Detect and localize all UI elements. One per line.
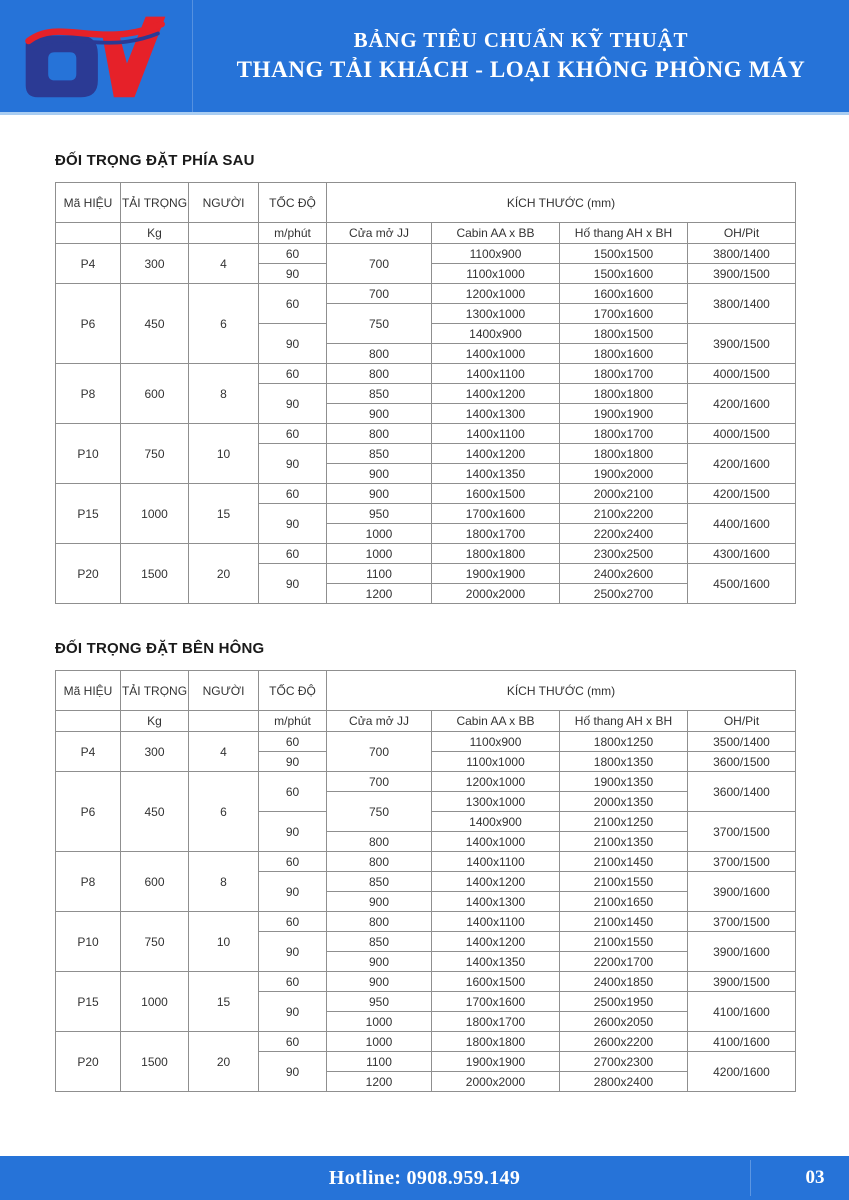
table-cell: 1300x1000 xyxy=(432,304,560,324)
logo-area xyxy=(0,0,192,112)
table-cell: 1300x1000 xyxy=(432,792,560,812)
table-cell: 1900x2000 xyxy=(560,464,688,484)
column-header-cell xyxy=(56,223,121,244)
table-cell: 2100x1450 xyxy=(560,912,688,932)
table-cell: 15 xyxy=(189,484,259,544)
table-cell: 1200x1000 xyxy=(432,284,560,304)
table-cell: 3900/1500 xyxy=(688,972,796,992)
table-cell: 3900/1500 xyxy=(688,324,796,364)
table-cell: 900 xyxy=(327,484,432,504)
table-cell: 1100 xyxy=(327,1052,432,1072)
table-cell: 60 xyxy=(259,972,327,992)
table-cell: 90 xyxy=(259,872,327,912)
table-cell: 4 xyxy=(189,732,259,772)
table-cell: 4000/1500 xyxy=(688,424,796,444)
table-cell: 90 xyxy=(259,324,327,364)
table-cell: 1900x1350 xyxy=(560,772,688,792)
table-cell: 1000 xyxy=(327,1032,432,1052)
table-cell: 90 xyxy=(259,504,327,544)
table-cell: 1000 xyxy=(327,524,432,544)
table-cell: 800 xyxy=(327,852,432,872)
table-cell: 1400x1100 xyxy=(432,364,560,384)
column-header-cell: KÍCH THƯỚC (mm) xyxy=(327,671,796,711)
table-cell: 750 xyxy=(121,912,189,972)
table-cell: 950 xyxy=(327,504,432,524)
table-cell: 6 xyxy=(189,284,259,364)
table-cell: 3900/1500 xyxy=(688,264,796,284)
column-header-cell: Cabin AA x BB xyxy=(432,711,560,732)
table-cell: 750 xyxy=(121,424,189,484)
table-cell: 2100x1350 xyxy=(560,832,688,852)
table-cell: 60 xyxy=(259,484,327,504)
table-cell: 1000 xyxy=(121,972,189,1032)
table-cell: 1500x1600 xyxy=(560,264,688,284)
column-header-cell: Kg xyxy=(121,711,189,732)
table-cell: P6 xyxy=(56,284,121,364)
table-cell: 2100x1450 xyxy=(560,852,688,872)
table-row xyxy=(56,972,796,992)
table-cell: 2100x1650 xyxy=(560,892,688,912)
table-cell: 4200/1500 xyxy=(688,484,796,504)
table-cell: 1000 xyxy=(121,484,189,544)
table-cell: 1400x1100 xyxy=(432,912,560,932)
table-cell: 1800x1800 xyxy=(432,1032,560,1052)
table-cell: 2500x1950 xyxy=(560,992,688,1012)
column-header-cell: OH/Pit xyxy=(688,711,796,732)
table-cell: P20 xyxy=(56,544,121,604)
page-content xyxy=(0,115,849,1092)
table-cell: 800 xyxy=(327,832,432,852)
table-cell: 850 xyxy=(327,872,432,892)
table-cell: P15 xyxy=(56,484,121,544)
table-cell: 750 xyxy=(327,792,432,832)
table-cell: 1400x1000 xyxy=(432,344,560,364)
table-cell: 4200/1600 xyxy=(688,444,796,484)
table-cell: 90 xyxy=(259,564,327,604)
table-cell: 600 xyxy=(121,364,189,424)
table-cell: 2100x1250 xyxy=(560,812,688,832)
table-cell: 1400x1350 xyxy=(432,952,560,972)
table-cell: 1500 xyxy=(121,1032,189,1092)
table-cell: 3700/1500 xyxy=(688,912,796,932)
table-row xyxy=(56,852,796,872)
table-cell: 1200 xyxy=(327,584,432,604)
table-cell: P10 xyxy=(56,912,121,972)
document-title xyxy=(193,27,849,85)
table-cell: 800 xyxy=(327,344,432,364)
table-cell: 2500x2700 xyxy=(560,584,688,604)
page-number: 03 xyxy=(805,1167,825,1188)
column-header-cell: Cửa mở JJ xyxy=(327,711,432,732)
table-cell: 1800x1700 xyxy=(560,364,688,384)
table-cell: 2100x2200 xyxy=(560,504,688,524)
table-row xyxy=(56,424,796,444)
column-header-cell: Mã HIỆU xyxy=(56,671,121,711)
column-header-cell: TỐC ĐỘ xyxy=(259,671,327,711)
table-cell: 1900x1900 xyxy=(432,564,560,584)
table-cell: 850 xyxy=(327,444,432,464)
table-cell: 3600/1500 xyxy=(688,752,796,772)
column-header-cell xyxy=(56,711,121,732)
table-cell: 1800x1800 xyxy=(432,544,560,564)
table-cell: 850 xyxy=(327,932,432,952)
table-cell: 450 xyxy=(121,284,189,364)
table-cell: 8 xyxy=(189,364,259,424)
table-cell: 2000x2000 xyxy=(432,1072,560,1092)
table-cell: 3700/1500 xyxy=(688,852,796,872)
table-cell: 1000 xyxy=(327,544,432,564)
table-cell: 300 xyxy=(121,244,189,284)
table-cell: 800 xyxy=(327,912,432,932)
table-cell: 1400x1200 xyxy=(432,444,560,464)
hotline-text: Hotline: 0908.959.149 xyxy=(328,1166,521,1189)
header-band xyxy=(0,0,849,112)
table-cell: 4100/1600 xyxy=(688,992,796,1032)
table-cell: 10 xyxy=(189,912,259,972)
table-cell: 2200x1700 xyxy=(560,952,688,972)
table-cell: 2300x2500 xyxy=(560,544,688,564)
table-cell: 60 xyxy=(259,912,327,932)
table-cell: 1800x1600 xyxy=(560,344,688,364)
table-cell: 2100x1550 xyxy=(560,932,688,952)
table-cell: 3800/1400 xyxy=(688,284,796,324)
table-cell: 90 xyxy=(259,812,327,852)
table-cell: 1900x1900 xyxy=(432,1052,560,1072)
column-header-cell: KÍCH THƯỚC (mm) xyxy=(327,183,796,223)
table-cell: 10 xyxy=(189,424,259,484)
table-cell: 700 xyxy=(327,284,432,304)
table-cell: 2400x1850 xyxy=(560,972,688,992)
column-header-cell: Cabin AA x BB xyxy=(432,223,560,244)
table-cell: 90 xyxy=(259,384,327,424)
table-cell: 6 xyxy=(189,772,259,852)
table-cell: 800 xyxy=(327,424,432,444)
table-cell: 2000x2100 xyxy=(560,484,688,504)
table-cell: 60 xyxy=(259,772,327,812)
column-header-cell xyxy=(189,711,259,732)
table-cell: 4400/1600 xyxy=(688,504,796,544)
table-cell: 3800/1400 xyxy=(688,244,796,264)
table-cell: 1800x1250 xyxy=(560,732,688,752)
table-cell: 60 xyxy=(259,544,327,564)
table-cell: 90 xyxy=(259,992,327,1032)
column-header-cell: m/phút xyxy=(259,223,327,244)
table-cell: 2000x1350 xyxy=(560,792,688,812)
table-cell: 1200 xyxy=(327,1072,432,1092)
table-cell: 3900/1600 xyxy=(688,872,796,912)
table-cell: 1700x1600 xyxy=(432,992,560,1012)
column-header-cell: OH/Pit xyxy=(688,223,796,244)
spec-table-rear-counterweight xyxy=(55,182,796,604)
table-cell: 1400x1200 xyxy=(432,384,560,404)
spec-table-side-counterweight xyxy=(55,670,796,1092)
table-cell: 300 xyxy=(121,732,189,772)
table-cell: 60 xyxy=(259,244,327,264)
column-header-cell: Kg xyxy=(121,223,189,244)
table-cell: 1800x1800 xyxy=(560,384,688,404)
table-cell: 1400x1300 xyxy=(432,404,560,424)
header-row xyxy=(56,183,796,223)
table-cell: 900 xyxy=(327,464,432,484)
table-cell: 1400x1300 xyxy=(432,892,560,912)
table-cell: 450 xyxy=(121,772,189,852)
table-cell: 4200/1600 xyxy=(688,384,796,424)
table-cell: 700 xyxy=(327,772,432,792)
table-cell: 900 xyxy=(327,404,432,424)
dv-logo-icon xyxy=(21,8,171,104)
table-cell: 1400x1100 xyxy=(432,424,560,444)
table-cell: 700 xyxy=(327,732,432,772)
table-row xyxy=(56,1032,796,1052)
column-header-cell: Cửa mở JJ xyxy=(327,223,432,244)
table-cell: 90 xyxy=(259,264,327,284)
column-header-cell xyxy=(189,223,259,244)
table-cell: 2600x2200 xyxy=(560,1032,688,1052)
table-cell: P8 xyxy=(56,852,121,912)
table-cell: 1400x1200 xyxy=(432,932,560,952)
table-cell: P4 xyxy=(56,732,121,772)
table-cell: 60 xyxy=(259,424,327,444)
table-row xyxy=(56,244,796,264)
table-cell: 1800x1700 xyxy=(432,1012,560,1032)
table-row xyxy=(56,284,796,304)
table-cell: P10 xyxy=(56,424,121,484)
table-cell: 1800x1500 xyxy=(560,324,688,344)
table-cell: 1200x1000 xyxy=(432,772,560,792)
column-header-cell: NGƯỜI xyxy=(189,183,259,223)
column-header-cell: TẢI TRỌNG xyxy=(121,671,189,711)
table-cell: 60 xyxy=(259,364,327,384)
table-cell: 3600/1400 xyxy=(688,772,796,812)
table-cell: 2100x1550 xyxy=(560,872,688,892)
table-cell: P20 xyxy=(56,1032,121,1092)
table-cell: 600 xyxy=(121,852,189,912)
table-cell: 1400x1100 xyxy=(432,852,560,872)
document-title-line1: BẢNG TIÊU CHUẨN KỸ THUẬT xyxy=(353,28,689,52)
table-cell: 1400x1350 xyxy=(432,464,560,484)
table-cell: 4 xyxy=(189,244,259,284)
table-cell: 3500/1400 xyxy=(688,732,796,752)
table-cell: 60 xyxy=(259,732,327,752)
table-cell: P15 xyxy=(56,972,121,1032)
column-header-cell: TỐC ĐỘ xyxy=(259,183,327,223)
table-cell: 20 xyxy=(189,544,259,604)
table-cell: 1400x1000 xyxy=(432,832,560,852)
table-row xyxy=(56,732,796,752)
table-cell: 4100/1600 xyxy=(688,1032,796,1052)
table-cell: 1500x1500 xyxy=(560,244,688,264)
table-cell: 1900x1900 xyxy=(560,404,688,424)
table-cell: 1800x1800 xyxy=(560,444,688,464)
table-cell: 2200x2400 xyxy=(560,524,688,544)
table-cell: P6 xyxy=(56,772,121,852)
column-header-cell: Mã HIỆU xyxy=(56,183,121,223)
table-cell: 900 xyxy=(327,952,432,972)
table-cell: 90 xyxy=(259,444,327,484)
table-row xyxy=(56,912,796,932)
table-cell: 1800x1700 xyxy=(560,424,688,444)
table-cell: 2600x2050 xyxy=(560,1012,688,1032)
table-cell: 3700/1500 xyxy=(688,812,796,852)
table-cell: 1100x1000 xyxy=(432,752,560,772)
header-row xyxy=(56,671,796,711)
table-cell: 90 xyxy=(259,932,327,972)
footer-band xyxy=(0,1156,849,1200)
column-header-cell: Hố thang AH x BH xyxy=(560,223,688,244)
table-cell: 1400x900 xyxy=(432,812,560,832)
table-cell: 1100x900 xyxy=(432,732,560,752)
section-title-side-counterweight: ĐỐI TRỌNG ĐẶT BÊN HÔNG xyxy=(55,640,265,657)
table-cell: 60 xyxy=(259,852,327,872)
table-cell: 15 xyxy=(189,972,259,1032)
footer-divider xyxy=(750,1160,751,1196)
header-row xyxy=(56,223,796,244)
table-cell: 1700x1600 xyxy=(432,504,560,524)
table-cell: 1800x1700 xyxy=(432,524,560,544)
table-cell: 2000x2000 xyxy=(432,584,560,604)
table-cell: 750 xyxy=(327,304,432,344)
column-header-cell: TẢI TRỌNG xyxy=(121,183,189,223)
table-cell: 4500/1600 xyxy=(688,564,796,604)
table-cell: 3900/1600 xyxy=(688,932,796,972)
table-cell: 4300/1600 xyxy=(688,544,796,564)
table-cell: 1400x1200 xyxy=(432,872,560,892)
table-cell: 900 xyxy=(327,892,432,912)
table-cell: 1100 xyxy=(327,564,432,584)
table-cell: 900 xyxy=(327,972,432,992)
table-cell: 2800x2400 xyxy=(560,1072,688,1092)
table-cell: 4000/1500 xyxy=(688,364,796,384)
table-cell: 850 xyxy=(327,384,432,404)
column-header-cell: NGƯỜI xyxy=(189,671,259,711)
table-cell: 8 xyxy=(189,852,259,912)
table-cell: 1500 xyxy=(121,544,189,604)
table-cell: 1100x900 xyxy=(432,244,560,264)
table-cell: 4200/1600 xyxy=(688,1052,796,1092)
table-cell: P4 xyxy=(56,244,121,284)
column-header-cell: Hố thang AH x BH xyxy=(560,711,688,732)
table-cell: 700 xyxy=(327,244,432,284)
table-row xyxy=(56,484,796,504)
table-row xyxy=(56,772,796,792)
table-cell: 2700x2300 xyxy=(560,1052,688,1072)
table-cell: 950 xyxy=(327,992,432,1012)
table-row xyxy=(56,544,796,564)
table-cell: 60 xyxy=(259,284,327,324)
table-cell: 20 xyxy=(189,1032,259,1092)
table-cell: 1100x1000 xyxy=(432,264,560,284)
table-cell: 1600x1600 xyxy=(560,284,688,304)
table-cell: 2400x2600 xyxy=(560,564,688,584)
table-cell: P8 xyxy=(56,364,121,424)
table-cell: 1000 xyxy=(327,1012,432,1032)
column-header-cell: m/phút xyxy=(259,711,327,732)
section-title-rear-counterweight: ĐỐI TRỌNG ĐẶT PHÍA SAU xyxy=(55,152,255,169)
table-cell: 800 xyxy=(327,364,432,384)
header-row xyxy=(56,711,796,732)
document-title-line2: THANG TẢI KHÁCH - LOẠI KHÔNG PHÒNG MÁY xyxy=(236,57,806,83)
table-cell: 1600x1500 xyxy=(432,972,560,992)
table-cell: 90 xyxy=(259,1052,327,1092)
table-row xyxy=(56,364,796,384)
table-cell: 1700x1600 xyxy=(560,304,688,324)
table-cell: 1400x900 xyxy=(432,324,560,344)
table-cell: 1600x1500 xyxy=(432,484,560,504)
table-cell: 1800x1350 xyxy=(560,752,688,772)
table-cell: 60 xyxy=(259,1032,327,1052)
table-cell: 90 xyxy=(259,752,327,772)
